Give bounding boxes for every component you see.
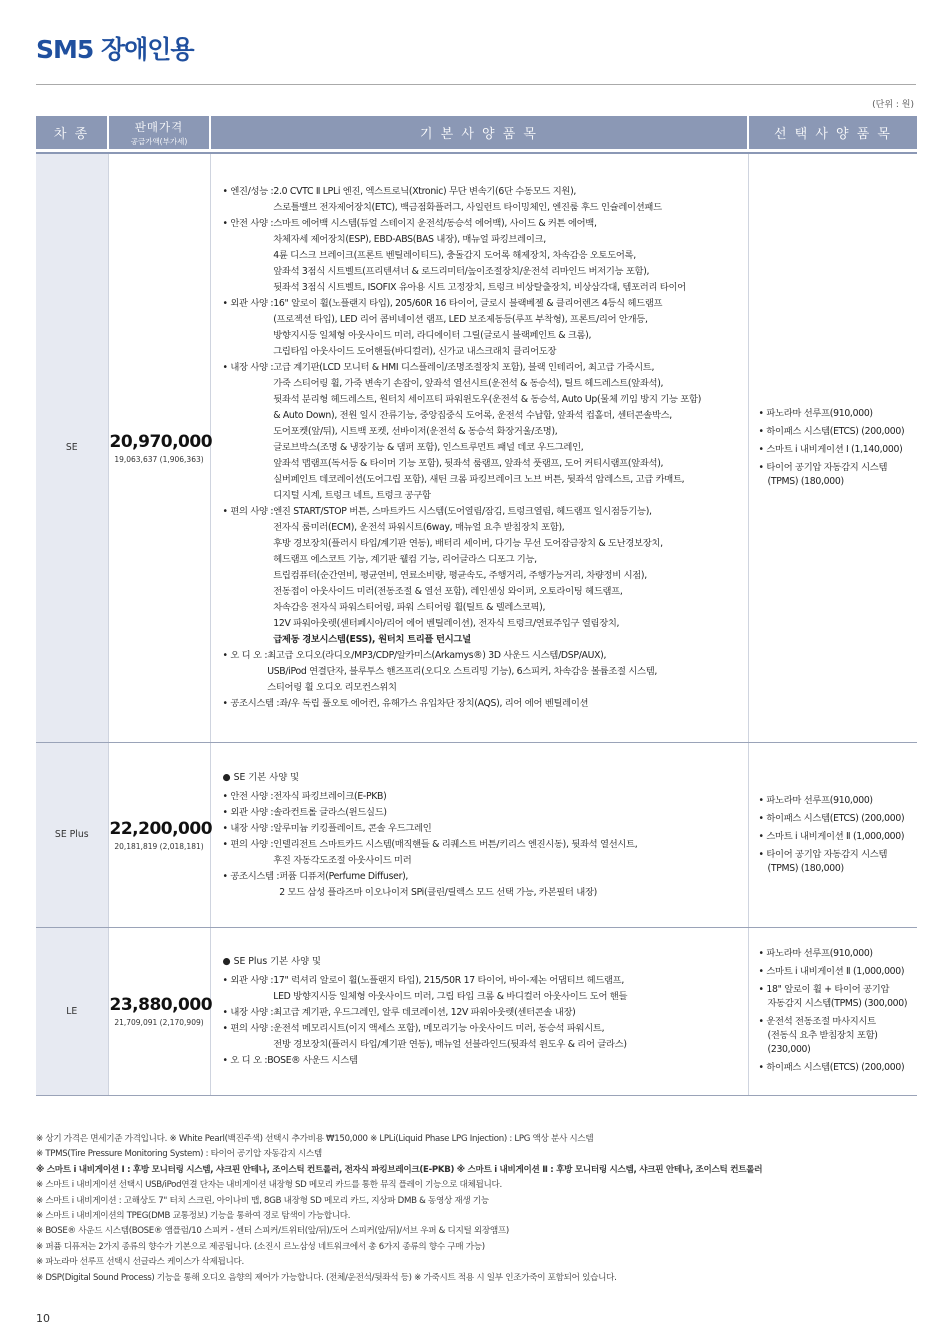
- spec-group-label: • 오 디 오 :: [222, 1055, 268, 1066]
- spec-group: [223, 648, 740, 696]
- spec-line: USB/iPod 연결단자, 블루투스 핸즈프리(오디오 스트리밍 기능), 6스피커, 차속감응 볼륨조절 시스템,: [267, 665, 658, 677]
- page-title: SM5 장애인용: [36, 35, 194, 64]
- title-divider: [36, 84, 916, 85]
- spec-line: 차속감응 전자식 파워스티어링, 파워 스티어링 휠(틸트 & 텔레스코픽),: [273, 601, 546, 613]
- option-line: • 운전석 전동조절 마사지시트: [758, 1016, 876, 1027]
- trim-name: SE: [36, 154, 108, 742]
- header-price: [108, 116, 210, 149]
- spec-line: 스로틀밸브 전자제어장치(ETC), 백금점화플러그, 사일런트 타이밍체인, 엔진룸 후드 인슐레이션패드: [273, 201, 662, 213]
- option-line: (TPMS) (180,000): [767, 475, 844, 487]
- optional-spec-cell: [748, 742, 917, 927]
- spec-line: 디지털 시계, 트렁크 네트, 트렁크 공구함: [273, 489, 431, 501]
- option-line: (TPMS) (180,000): [767, 862, 844, 874]
- spec-group-lines: [273, 504, 663, 648]
- option-item: [759, 965, 912, 979]
- spec-line: 뒷좌석 분리형 헤드레스트, 원터치 세이프티 파워윈도우(운전석 & 동승석, Auto Up(물체 끼임 방지 기능 포함): [273, 393, 702, 405]
- spec-line: (프로젝션 타입), LED 리어 콤비네이션 램프, LED 보조제동등(루프 부착형), 프론트/리어 안개등,: [273, 313, 648, 325]
- supply-price-vat: 19,063,637 (1,906,363): [114, 454, 204, 464]
- option-line: • 타이어 공기압 자동감지 시스템: [758, 848, 888, 860]
- spec-line: 전동접이 아웃사이드 미러(전동조절 & 열선 포함), 레인센싱 와이퍼, 오토라이팅 헤드램프,: [273, 585, 623, 597]
- spec-line: 그립타입 아웃사이드 도어핸들(바디컬러), 신가교 내스크래치 클리어도장: [273, 345, 557, 357]
- spec-line: 2.0 CVTC Ⅱ LPLi 엔진, 엑스트로닉(Xtronic) 무단 변속기(6단 수동모드 지원),: [273, 185, 577, 197]
- spec-line: LED 방향지시등 일체형 아웃사이드 미러, 그립 타입 크롬 & 바디컬러 아웃사이드 도어 핸들: [273, 991, 628, 1002]
- supply-price-vat: 20,181,819 (2,018,181): [114, 841, 204, 851]
- spec-line: 전방 경보장치(플러시 타입/계기판 연동), 매뉴얼 선블라인드(뒷좌석 윈도우 & 리어 글라스): [273, 1039, 627, 1050]
- spec-line: 전자식 룸미러(ECM), 운전석 파워시트(6way, 매뉴얼 요추 받침장치 포함),: [273, 521, 565, 533]
- table-row: [36, 927, 917, 1095]
- option-line: • 파노라마 선루프(910,000): [758, 948, 873, 959]
- page-number: 10: [36, 1312, 50, 1325]
- spec-line: 고급 계기판(LCD 모니터 & HMI 디스플레이/조명조절장치 포함), 블랙 인테리어, 최고급 가죽시트,: [273, 361, 655, 373]
- spec-group-label: • 외관 사양 :: [222, 297, 274, 309]
- spec-group: [223, 821, 740, 837]
- spec-line: 후진 자동각도조절 아웃사이드 미러: [273, 854, 412, 866]
- option-line: • 스마트 i 내비게이션 Ⅱ (1,000,000): [758, 830, 905, 842]
- basic-spec-cell: [210, 927, 748, 1095]
- option-line: • 하이패스 시스템(ETCS) (200,000): [758, 812, 905, 824]
- spec-group-label: • 안전 사양 :: [222, 790, 274, 802]
- spec-line: 방향지시등 일체형 아웃사이드 미러, 라디에이터 그릴(글로시 블랙페인트 & 크롬),: [273, 329, 592, 341]
- spec-line: 엔진 START/STOP 버튼, 스마트카드 시스템(도어열림/잠김, 트렁크열림, 헤드램프 일시점등기능),: [273, 505, 652, 517]
- footnote-line: ※ TPMS(Tire Pressure Monitoring System) : 타이어 공기압 자동감지 시스템: [36, 1149, 322, 1160]
- trim-price-cell: [108, 742, 213, 927]
- option-line: (230,000): [767, 1044, 811, 1055]
- spec-line: 스티어링 휠 오디오 리모컨스위치: [267, 681, 397, 693]
- spec-line: & Auto Down), 전원 일시 잔류기능, 중앙집중식 도어록, 운전석 수납함, 앞좌석 컵홀더, 센터콘솔박스,: [273, 409, 672, 421]
- spec-line: 전자식 파킹브레이크(E-PKB): [273, 790, 387, 802]
- option-line: • 18" 알로이 휠 + 타이어 공기압: [758, 984, 890, 995]
- spec-group-label: • 내장 사양 :: [222, 822, 274, 834]
- optional-spec-cell: [748, 154, 917, 742]
- spec-line: 급제동 경보시스템(ESS), 원터치 트리플 턴시그널: [273, 633, 471, 645]
- trim-price-cell: [108, 927, 213, 1095]
- spec-group-label: • 외관 사양 :: [222, 806, 274, 818]
- spec-intro: ● SE 기본 사양 및: [222, 771, 300, 783]
- spec-group: [223, 360, 740, 504]
- spec-line: 트립컴퓨터(순간연비, 평균연비, 연료소비량, 평균속도, 주행거리, 주행가능거리, 차량정비 시점),: [273, 569, 647, 581]
- spec-group-lines: [273, 1021, 626, 1053]
- option-line: • 파노라마 선루프(910,000): [758, 407, 873, 419]
- spec-group: [223, 296, 740, 360]
- spec-group-label: • 내장 사양 :: [222, 1007, 274, 1018]
- option-item: [759, 794, 912, 808]
- spec-group-lines: [273, 216, 686, 296]
- spec-group-label: • 엔진/성능 :: [222, 185, 274, 197]
- spec-group: [223, 184, 740, 216]
- spec-intro: ● SE Plus 기본 사양 및: [222, 956, 321, 967]
- spec-group-lines: [273, 184, 661, 216]
- footnotes: [36, 1132, 762, 1286]
- spec-group: [223, 216, 740, 296]
- spec-group-lines: [273, 360, 701, 504]
- spec-group: [223, 696, 740, 712]
- spec-line: 앞좌석 맵램프(독서등 & 타이머 기능 포함), 뒷좌석 룸램프, 앞좌석 풋램프, 도어 커티시램프(앞좌석),: [273, 457, 664, 469]
- basic-spec-cell: [210, 154, 748, 742]
- spec-group: [223, 789, 740, 805]
- spec-group-lines: [273, 805, 386, 821]
- spec-line: 최고급 오디오(라디오/MP3/CDP/알카미스(Arkamys®) 3D 사운드 시스템/DSP/AUX),: [267, 649, 607, 661]
- spec-line: 퍼퓸 디퓨저(Perfume Diffuser),: [279, 870, 409, 882]
- spec-group-lines: [267, 1053, 358, 1069]
- spec-group-lines: [273, 973, 627, 1005]
- footnote-line: ※ 퍼퓸 디퓨저는 2가지 종류의 향수가 기본으로 제공됩니다. (소진시 르노삼성 네트워크에서 총 6가지 종류의 향수 구매 가능): [36, 1241, 485, 1252]
- footnote-line: ※ 스마트 i 내비게이션 Ⅰ : 후방 모니터링 시스템, 샤크핀 안테나, 조이스틱 컨트롤러, 전자식 파킹브레이크(E-PKB) ※ 스마트 i 내비게이션 Ⅱ : 후방 모니터링 시스템, 샤크핀 안테나, 조이스틱 컨트롤러: [36, 1164, 763, 1175]
- unit-label: (단위 : 원): [872, 100, 914, 110]
- spec-line: 16" 알로이 휠(노플랜지 타입), 205/60R 16 타이어, 글로시 블랙베젤 & 클리어렌즈 4등식 헤드램프: [273, 297, 663, 309]
- spec-group-lines: [267, 648, 657, 696]
- table-row: [36, 154, 917, 742]
- spec-group-label: • 편의 사양 :: [222, 505, 274, 517]
- header-optional-items: 선 택 사 양 품 목: [748, 116, 917, 149]
- spec-group: [223, 1053, 740, 1069]
- spec-group-lines: [273, 821, 431, 837]
- spec-table: [36, 116, 917, 1096]
- spec-line: 4륜 디스크 브레이크(프론트 벤틸레이티드), 충돌감지 도어록 해제장치, 차속감응 오토도어록,: [273, 249, 636, 261]
- spec-line: 앞좌석 3점식 시트벨트(프리텐셔너 & 로드리미터/높이조절장치/운전석 리마인드 버저기능 포함),: [273, 265, 650, 277]
- spec-group-label: • 내장 사양 :: [222, 361, 274, 373]
- spec-group-label: • 편의 사양 :: [222, 1023, 274, 1034]
- spec-group-lines: [279, 696, 588, 712]
- sale-price: 23,880,000: [109, 995, 213, 1015]
- spec-group-lines: [273, 296, 662, 360]
- sale-price: 20,970,000: [109, 431, 213, 452]
- spec-group-lines: [273, 837, 637, 869]
- spec-group: [223, 973, 740, 1005]
- header-price-main: 판매가격: [134, 119, 184, 134]
- spec-line: 알루미늄 키킹플레이트, 콘솔 우드그레인: [273, 822, 432, 834]
- spec-group-lines: [273, 1005, 575, 1021]
- table-header-row: [36, 116, 917, 149]
- spec-line: BOSE® 사운드 시스템: [267, 1055, 358, 1066]
- option-line: • 스마트 i 내비게이션 Ⅰ (1,140,000): [758, 443, 903, 455]
- spec-table-body: [36, 154, 917, 1095]
- spec-line: 스마트 에어백 시스템(듀얼 스테이지 운전석/동승석 에어백), 사이드 & 커튼 에어백,: [273, 217, 597, 229]
- option-item: [759, 1015, 912, 1057]
- spec-group-label: • 공조시스템 :: [222, 870, 280, 882]
- footnote-line: ※ 파노라마 선루프 선택시 선글라스 케이스가 삭제됩니다.: [36, 1257, 244, 1268]
- spec-line: 운전석 메모리시트(이지 액세스 포함), 메모리기능 아웃사이드 미러, 동승석 파워시트,: [273, 1023, 605, 1034]
- spec-group: [223, 805, 740, 821]
- sale-price: 22,200,000: [109, 818, 213, 839]
- trim-name: LE: [36, 927, 108, 1095]
- spec-line: 뒷좌석 3점식 시트벨트, ISOFIX 유아용 시트 고정장치, 트렁크 비상탈출장치, 비상삼각대, 템포러리 타이어: [273, 281, 686, 293]
- option-item: [759, 425, 912, 439]
- option-item: [759, 812, 912, 826]
- spec-line: 후방 경보장치(플러시 타입/계기판 연동), 배터리 세이버, 다기능 무선 도어잠금장치 & 도난경보장치,: [273, 537, 663, 549]
- supply-price-vat: 21,709,091 (2,170,909): [114, 1018, 204, 1027]
- header-price-sub: 공급가액(부가세): [130, 136, 188, 146]
- spec-line: 실버페인트 데코레이션(도어그립 포함), 새틴 크롬 파킹브레이크 노브 버튼, 뒷좌석 암레스트, 고급 카매트,: [273, 473, 685, 485]
- option-item: [759, 947, 912, 961]
- spec-line: 글로브박스(조명 & 냉장기능 & 댐퍼 포함), 인스트루먼트 패널 데코 우드그레인,: [273, 441, 584, 453]
- spec-group-label: • 외관 사양 :: [222, 975, 274, 986]
- option-item: [759, 407, 912, 421]
- spec-line: 솔라컨트롤 글라스(윈드실드): [273, 806, 387, 818]
- spec-line: 2 모드 삼성 플라즈마 이오나이저 SPi(클린/릴렉스 모드 선택 가능, 카본필터 내장): [279, 886, 597, 898]
- spec-group-lines: [279, 869, 597, 901]
- spec-group-label: • 편의 사양 :: [222, 838, 274, 850]
- spec-line: 차체자세 제어장치(ESP), EBD-ABS(BAS 내장), 매뉴얼 파킹브레이크,: [273, 233, 546, 245]
- spec-group: [223, 1021, 740, 1053]
- spec-line: 가죽 스티어링 휠, 가죽 변속기 손잡이, 앞좌석 열선시트(운전석 & 동승석), 틸트 헤드레스트(앞좌석),: [273, 377, 664, 389]
- spec-line: 17" 럭셔리 알로이 휠(노플랜지 타입), 215/50R 17 타이어, 바이-제논 어댑티브 헤드램프,: [273, 975, 625, 986]
- option-item: [759, 1061, 912, 1075]
- footnote-line: ※ BOSE® 사운드 시스템(BOSE® 앰플럼/10 스피커 - 센터 스피커/트위터(앞/뒤)/도어 스피커(앞/뒤)/서브 우퍼 & 디지털 외장앰프): [36, 1226, 509, 1237]
- option-line: • 스마트 i 내비게이션 Ⅱ (1,000,000): [758, 966, 905, 977]
- option-item: [759, 830, 912, 844]
- option-line: • 파노라마 선루프(910,000): [758, 794, 873, 806]
- footnote-line: ※ 스마트 i 내비게이션의 TPEG(DMB 교통정보) 기능을 통하여 경로 탐색이 가능합니다.: [36, 1211, 351, 1222]
- spec-line: 좌/우 독립 풀오토 에어컨, 유해가스 유입차단 장치(AQS), 리어 에어 벤틸레이션: [279, 697, 589, 709]
- header-model: 차 종: [36, 116, 108, 149]
- spec-group: [223, 1005, 740, 1021]
- trim-name: SE Plus: [36, 742, 108, 927]
- spec-group: [223, 504, 740, 648]
- spec-line: 인텔리전트 스마트카드 시스템(매직핸들 & 리퀘스트 버튼/키리스 엔진시동), 뒷좌석 열선시트,: [273, 838, 638, 850]
- optional-spec-cell: [748, 927, 917, 1095]
- basic-spec-cell: [210, 742, 748, 927]
- spec-line: 헤드램프 에스코트 기능, 계기판 웰컴 기능, 리어글라스 디포그 기능,: [273, 553, 537, 565]
- spec-group: [223, 837, 740, 869]
- spec-line: 12V 파워아웃렛(센터페시아/리어 에어 벤틸레이션), 전자식 트렁크/연료주입구 열림장치,: [273, 617, 620, 629]
- footnote-line: ※ DSP(Digital Sound Process) 기능을 통해 오디오 음향의 제어가 가능합니다. (전체/운전석/뒷좌석 등) ※ 가죽시트 적용 시 일부 인조가죽이 포함되어 있습니다.: [36, 1272, 617, 1283]
- header-basic-options: 기 본 사 양 품 목: [210, 116, 748, 149]
- footnote-line: ※ 스마트 i 내비게이션 선택시 USB/iPod연결 단자는 내비게이션 내장형 SD 메모리 카드를 통한 뮤직 플레이 기능으로 대체됩니다.: [36, 1180, 502, 1191]
- option-line: • 하이패스 시스템(ETCS) (200,000): [758, 425, 905, 437]
- option-line: 자동감지 시스템(TPMS) (300,000): [767, 998, 908, 1009]
- spec-line: 도어포켓(앞/뒤), 시트백 포켓, 선바이저(운전석 & 동승석 화장거울/조명),: [273, 425, 558, 437]
- option-line: (전동식 요추 받침장치 포함): [767, 1030, 878, 1041]
- spec-group-lines: [273, 789, 386, 805]
- spec-group: [223, 869, 740, 901]
- option-item: [759, 443, 912, 457]
- spec-group-label: • 안전 사양 :: [222, 217, 274, 229]
- option-item: [759, 983, 912, 1011]
- trim-price-cell: [108, 154, 213, 742]
- table-row: [36, 742, 917, 927]
- option-item: [759, 848, 912, 876]
- footnote-line: ※ 상기 가격은 면세기준 가격입니다. ※ White Pearl(백진주색) 선택시 추가비용 ₩150,000 ※ LPLi(Liquid Phase LPG Injection) : LPG 액상 분사 시스템: [36, 1134, 594, 1144]
- option-line: • 하이패스 시스템(ETCS) (200,000): [758, 1062, 905, 1073]
- spec-group-label: • 공조시스템 :: [222, 697, 280, 709]
- footnote-line: ※ 스마트 i 내비게이션 : 고해상도 7" 터치 스크린, 아이나비 맵, 8GB 내장형 SD 메모리 카드, 지상파 DMB & 동영상 재생 기능: [36, 1195, 489, 1206]
- option-item: [759, 461, 912, 489]
- spec-group-label: • 오 디 오 :: [222, 649, 268, 661]
- spec-line: 최고급 계기판, 우드그레인, 알루 데코레이션, 12V 파워아웃렛(센터콘솔 내장): [273, 1007, 576, 1018]
- option-line: • 타이어 공기압 자동감지 시스템: [758, 461, 888, 473]
